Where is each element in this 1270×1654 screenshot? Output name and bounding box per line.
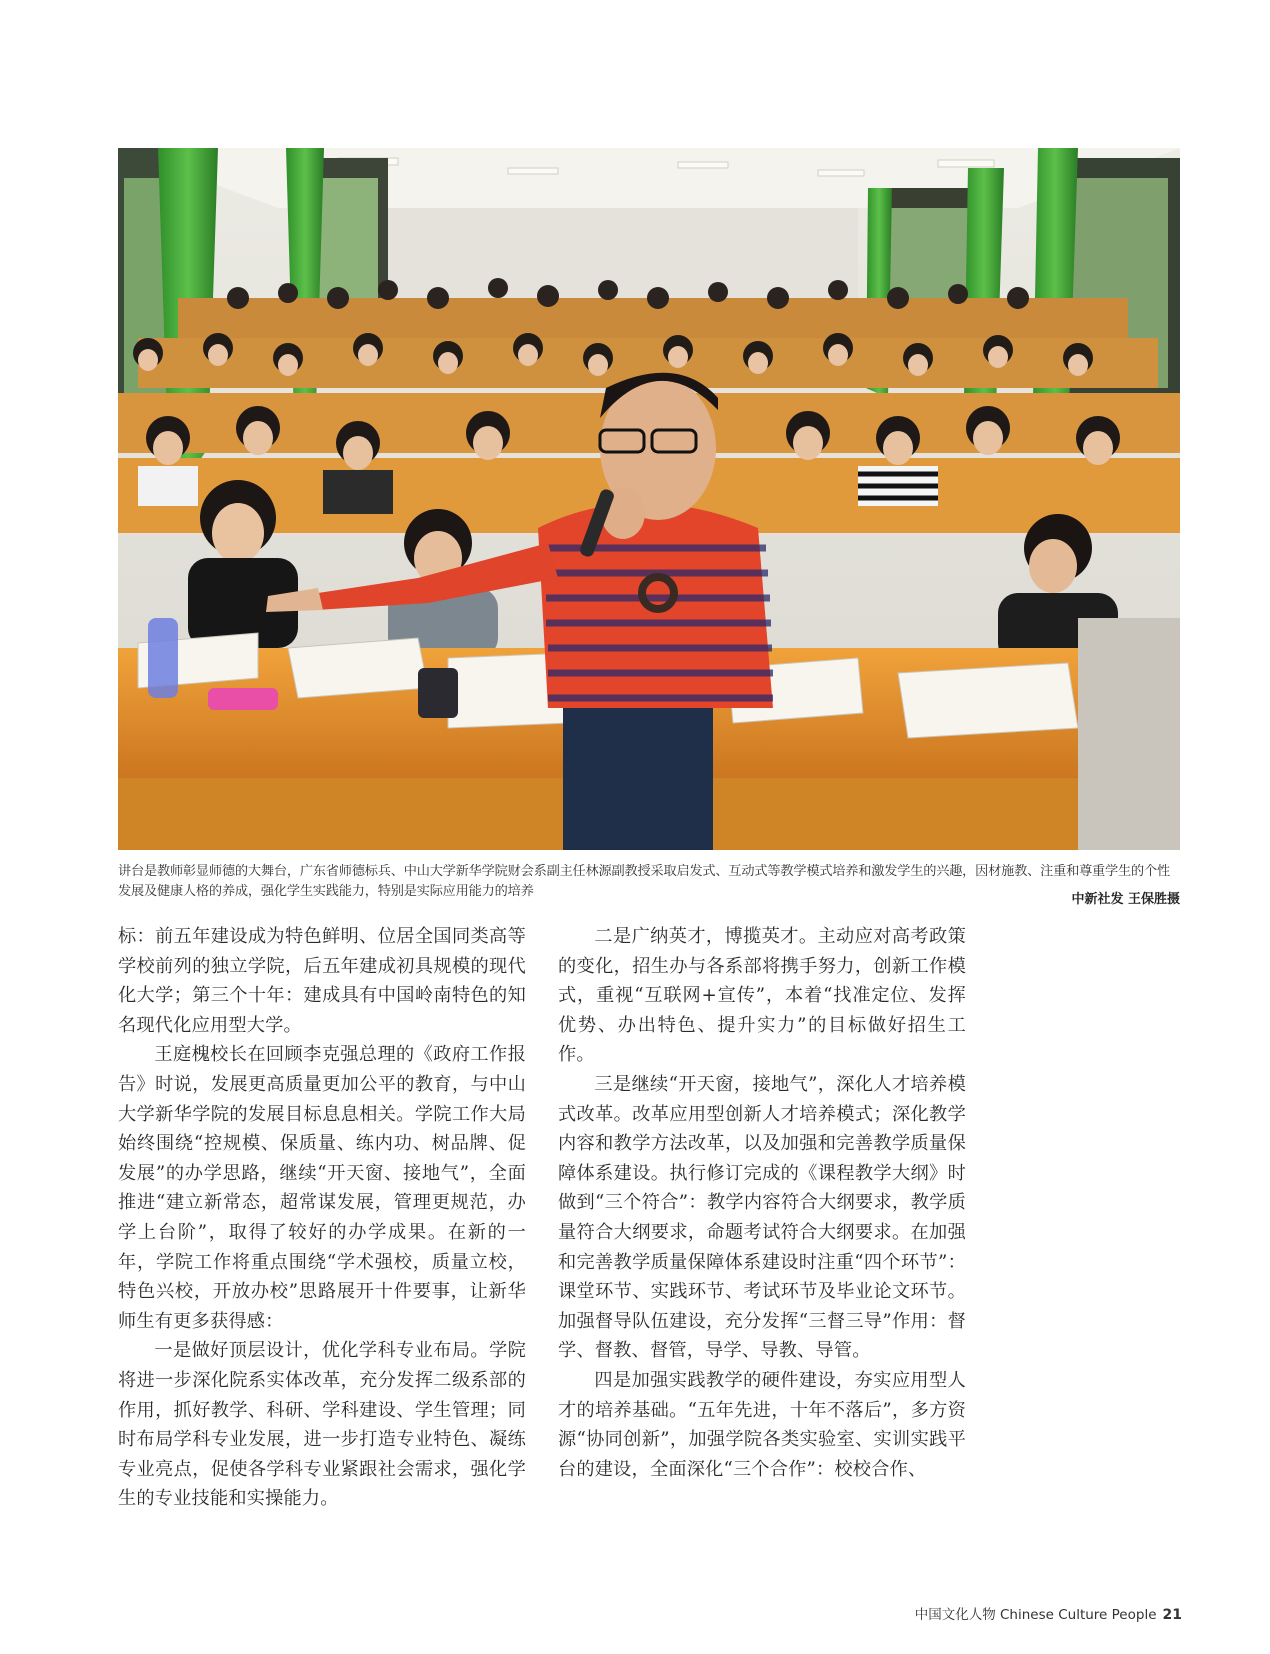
paragraph: 王庭槐校长在回顾李克强总理的《政府工作报告》时说，发展更高质量更加公平的教育，与中山大学新华学院的发展目标息息相关。学院工作大局始终围绕“控规模、保质量、练内功、树品牌、促发展”的办学思路，继续“开天窗、接地气”，全面推进“建立新常态，超常谋发展，管理更规范，办学上台阶”，取得了较好的办学成果。在新的一年，学院工作将重点围绕“学术强校，质量立校，特色兴校，开放办校”思路展开十件要事，让新华师生有更多获得感： [118,1044,526,1332]
paragraph: 三是继续“开天窗，接地气”，深化人才培养模式改革。改革应用型创新人才培养模式；深化教学内容和教学方法改革，以及加强和完善教学质量保障体系建设。执行修订完成的《课程教学大纲》时做到“三个符合”：教学内容符合大纲要求，教学质量符合大纲要求，命题考试符合大纲要求。在加强和完善教学质量保障体系建设时注重“四个环节”：课堂环节、实践环节、考试环节及毕业论文环节。加强督导队伍建设，充分发挥“三督三导”作用：督学、督教、督管，导学、导教、导管。 [558,1073,966,1362]
page-number: 21 [1162,1607,1182,1623]
photo-caption: 讲台是教师彰显师德的大舞台，广东省师德标兵、中山大学新华学院财会系副主任林源副教授采取启发式、互动式等教学模式培养和激发学生的兴趣，因材施教、注重和尊重学生的个性发展及健康人格的养成，强化学生实践能力，特别是实际应用能力的培养 [118,864,1170,899]
page-footer [915,1603,1182,1623]
classroom-photo [118,148,1180,850]
paragraph: 标：前五年建设成为特色鲜明、位居全国同类高等学校前列的独立学院，后五年建成初具规模的现代化大学；第三个十年：建成具有中国岭南特色的知名现代化应用型大学。 [118,926,526,1036]
text-column-left [118,922,526,1514]
paragraph: 一是做好顶层设计，优化学科专业布局。学院将进一步深化院系实体改革，充分发挥二级系部的作用，抓好教学、科研、学科建设、学生管理；同时布局学科专业发展，进一步打造专业特色、凝练专业亮点，促使各学科专业紧跟社会需求，强化学生的专业技能和实操能力。 [118,1340,526,1510]
text-column-right [558,922,966,1484]
publication-name: 中国文化人物 Chinese Culture People [914,1607,1157,1623]
paragraph: 四是加强实践教学的硬件建设，夯实应用型人才的培养基础。“五年先进，十年不落后”，多方资源“协同创新”，加强学院各类实验室、实训实践平台的建设，全面深化“三个合作”：校校合作、 [558,1369,966,1480]
photo-credit: 中新社发 王保胜摄 [1071,892,1180,907]
paragraph: 二是广纳英才，博揽英才。主动应对高考政策的变化，招生办与各系部将携手努力，创新工作模式，重视“互联网+宣传”，本着“找准定位、发挥优势、办出特色、提升实力”的目标做好招生工作。 [558,926,966,1066]
